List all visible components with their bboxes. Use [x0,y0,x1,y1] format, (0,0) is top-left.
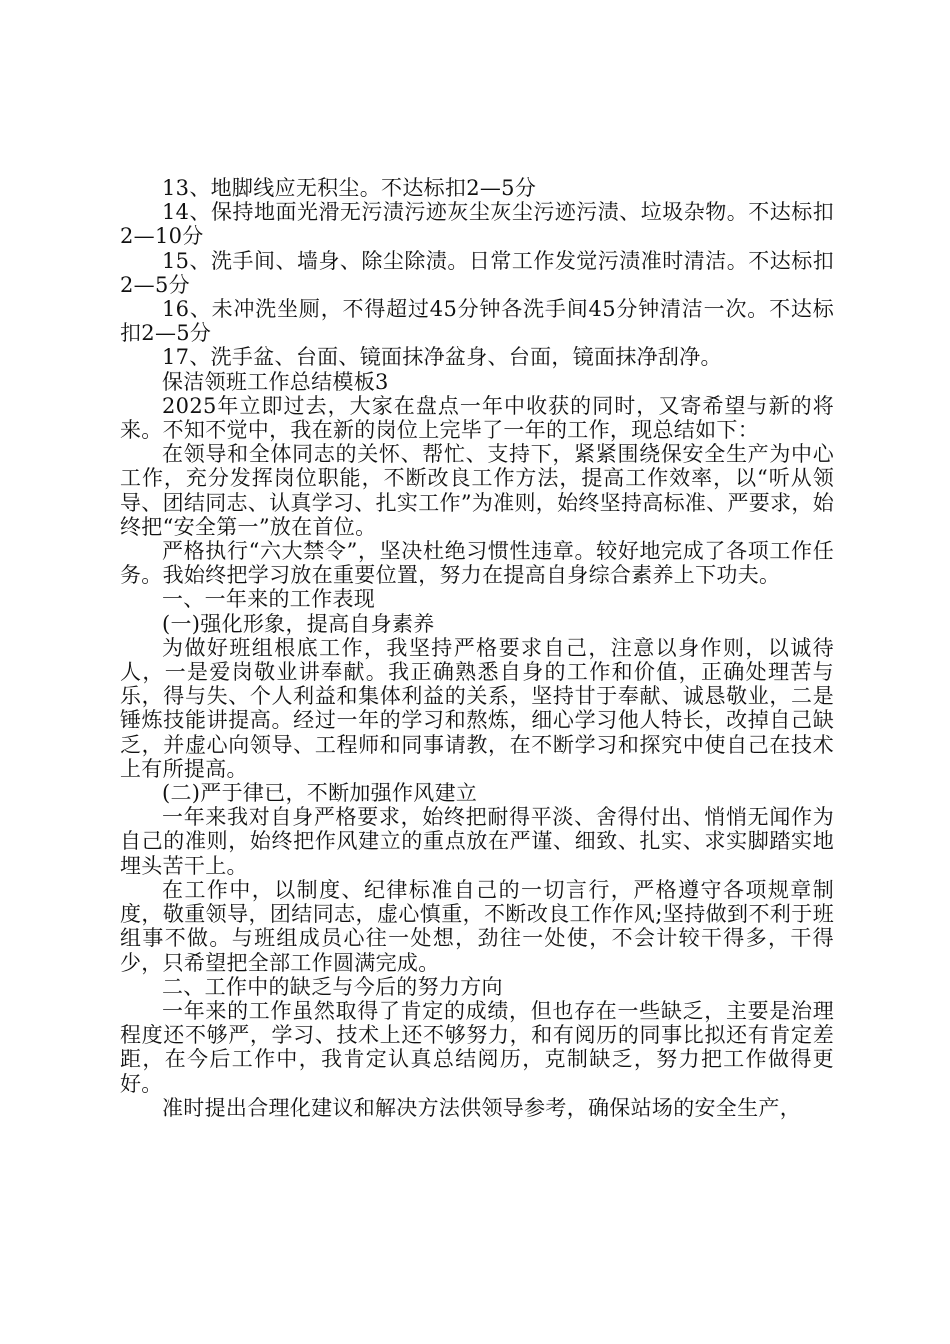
paragraph-foundation-work: 为做好班组根底工作，我坚持严格要求自己，注意以身作则，以诚待人，一是爱岗敬业讲奉献。我正确熟悉自身的工作和价值，正确处理苦与乐，得与失、个人利益和集体利益的关系，坚持甘于奉献、诚恳敬业，二是锤炼技能讲提高。经过一年的学习和熬炼，细心学习他人特长，改掉自己缺乏，并虚心向领导、工程师和同事请教，在不断学习和探究中使自己在技术上有所提高。 [120,635,834,781]
paragraph-rules: 严格执行“六大禁令”，坚决杜绝习惯性违章。较好地完成了各项工作任务。我始终把学习放在重要位置，努力在提高自身综合素养上下功夫。 [120,539,834,588]
section-title: 保洁领班工作总结模板3 [162,369,389,394]
paragraph-conduct: 在工作中，以制度、纪律标准自己的一切言行，严格遵守各项规章制度，敬重领导，团结同志，虚心慎重，不断改良工作作风;坚持做到不利于班组事不做。与班组成员心往一处想，劲往一处使，不会计较干得多，干得少，只希望把全部工作圆满完成。 [120,877,834,975]
paragraph-shortcomings: 一年来的工作虽然取得了肯定的成绩，但也存在一些缺乏，主要是治理程度还不够严，学习、技术上还不够努力，和有阅历的同事比拟还有肯定差距，在今后工作中，我肯定认真总结阅历，克制缺乏，努力把工作做得更好。 [120,998,834,1096]
paragraph-leadership: 在领导和全体同志的关怀、帮忙、支持下，紧紧围绕保安全生产为中心工作，充分发挥岗位职能，不断改良工作方法，提高工作效率，以“听从领导、团结同志、认真学习、扎实工作”为准则，始终坚持高标准、严要求，始终把“安全第一”放在首位。 [120,442,834,539]
paragraph-item-17: 17、洗手盆、台面、镜面抹净盆身、台面，镜面抹净刮净。 [162,345,722,370]
document-body [120,176,834,1120]
paragraph-item-13: 13、地脚线应无积尘。不达标扣2—5分 [162,176,537,200]
paragraph-intro: 2025年立即过去，大家在盘点一年中收获的同时，又寄希望与新的将来。不知不觉中，我在新的岗位上完毕了一年的工作，现总结如下： [120,393,834,443]
paragraph-suggestions: 准时提出合理化建议和解决方法供领导参考，确保站场的安全生产， [162,1095,801,1120]
heading-work-performance: 一、一年来的工作表现 [162,587,375,612]
subheading-discipline: (二)严于律已，不断加强作风建立 [162,781,478,806]
paragraph-item-16: 16、未冲洗坐厕，不得超过45分钟各洗手间45分钟清洁一次。不达标扣2—5分 [120,297,834,346]
paragraph-self-requirements: 一年来我对自身严格要求，始终把耐得平淡、舍得付出、悄悄无闻作为自己的准则，始终把作风建立的重点放在严谨、细致、扎实、求实脚踏实地埋头苦干上。 [120,805,834,878]
subheading-image: (一)强化形象，提高自身素养 [162,611,435,636]
paragraph-item-14: 14、保持地面光滑无污渍污迹灰尘灰尘污迹污渍、垃圾杂物。不达标扣2—10分 [120,200,834,249]
paragraph-item-15: 15、洗手间、墙身、除尘除渍。日常工作发觉污渍准时清洁。不达标扣2—5分 [120,248,834,297]
heading-shortcomings: 二、工作中的缺乏与今后的努力方向 [162,974,503,999]
